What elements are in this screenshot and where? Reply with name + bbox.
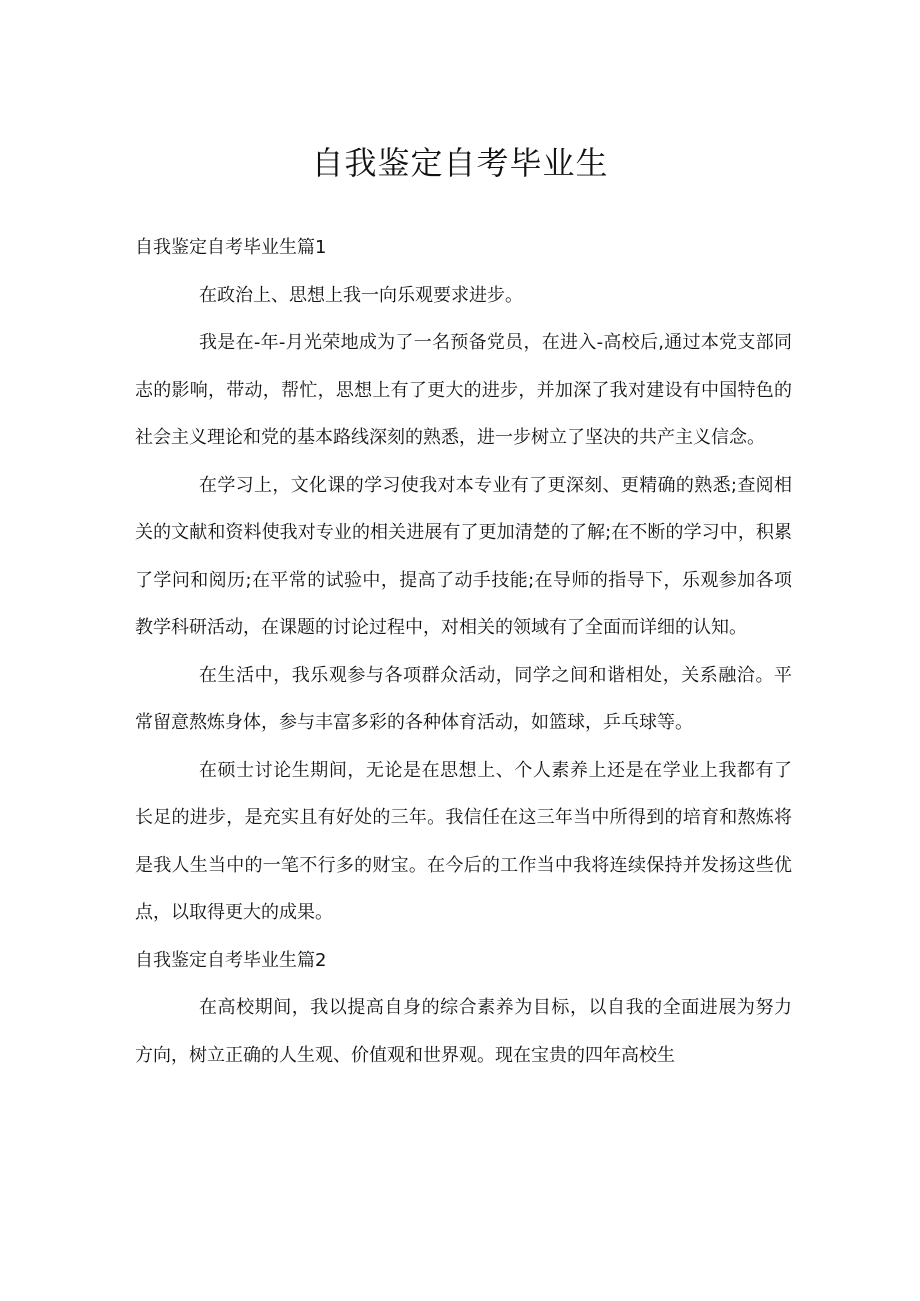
section-heading: 自我鉴定自考毕业生篇1 bbox=[135, 237, 327, 258]
paragraph: 在硕士讨论生期间，无论是在思想上、个人素养上还是在学业上我都有了长足的进步，是充实且有好处的三年。我信任在这三年当中所得到的培育和熬炼将是我人生当中的一笔不行多的财宝。在今后的工作当中我将连续保持并发扬这些优点，以取得更大的成果。 bbox=[135, 759, 792, 923]
paragraph: 我是在-年-月光荣地成为了一名预备党员，在进入-高校后,通过本党支部同志的影响，带动，帮忙，思想上有了更大的进步，并加深了我对建设有中国特色的社会主义理论和党的基本路线深刻的熟悉，进一步树立了坚决的共产主义信念。 bbox=[135, 332, 792, 448]
paragraph: 在学习上，文化课的学习使我对本专业有了更深刻、更精确的熟悉;查阅相关的文献和资料使我对专业的相关进展有了更加清楚的了解;在不断的学习中，积累了学问和阅历;在平常的试验中，提高了动手技能;在导师的指导下，乐观参加各项教学科研活动，在课题的讨论过程中，对相关的领域有了全面而详细的认知。 bbox=[135, 474, 792, 638]
paragraph: 在生活中，我乐观参与各项群众活动，同学之间和谐相处，关系融洽。平常留意熬炼身体，参与丰富多彩的各种体育活动，如篮球，乒乓球等。 bbox=[135, 664, 792, 733]
paragraph: 在政治上、思想上我一向乐观要求进步。 bbox=[199, 284, 523, 306]
section-1 bbox=[135, 224, 792, 937]
section-heading: 自我鉴定自考毕业生篇2 bbox=[135, 949, 327, 971]
section-2 bbox=[135, 937, 792, 1080]
document-body bbox=[135, 224, 792, 1079]
document-title: 自我鉴定自考毕业生 bbox=[311, 144, 609, 182]
paragraph: 在高校期间，我以提高自身的综合素养为目标，以自我的全面进展为努力方向，树立正确的人生观、价值观和世界观。现在宝贵的四年高校生 bbox=[135, 997, 792, 1066]
